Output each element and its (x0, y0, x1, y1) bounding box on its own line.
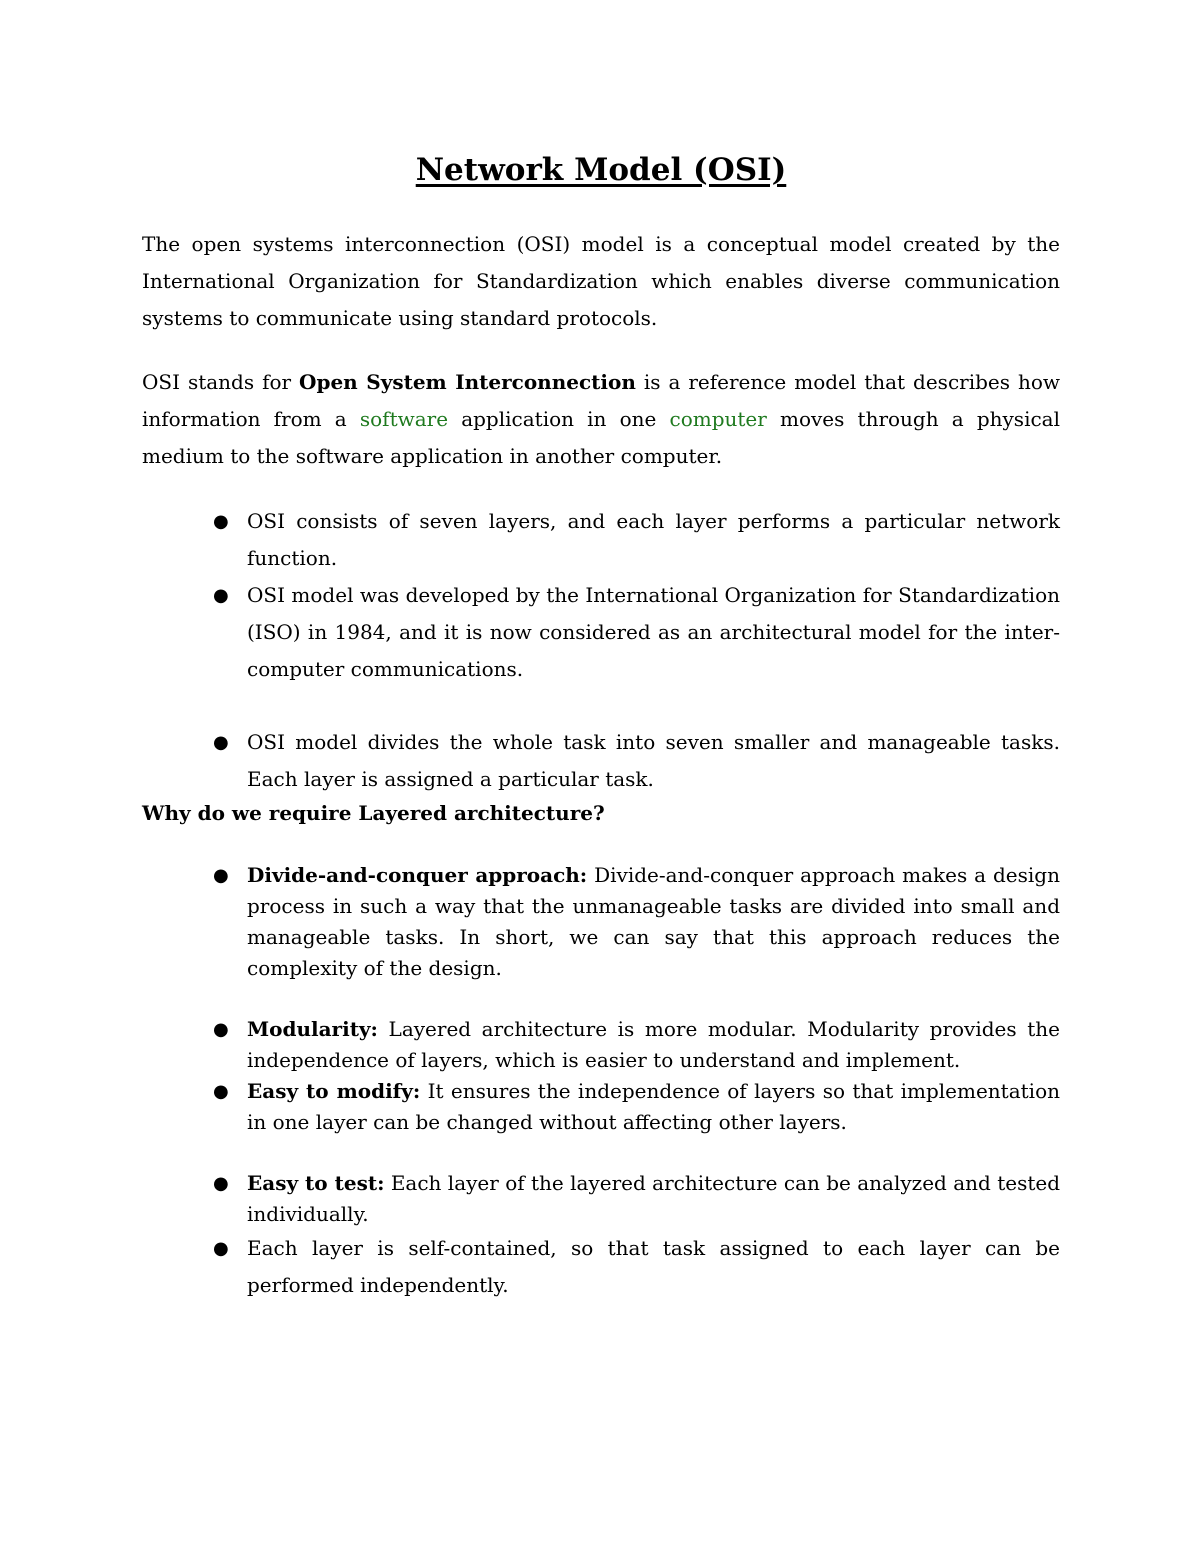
list-item (142, 1168, 1060, 1230)
list-item (142, 724, 1060, 798)
definition-middle-1: is a reference model that describes how information from a (142, 370, 1060, 431)
list-item-term: Divide-and-conquer approach: (247, 863, 588, 887)
bullet-icon: ● (213, 511, 229, 532)
definition-middle-2: application in one (448, 407, 670, 431)
layered-architecture-reasons-list (142, 860, 1060, 1304)
bullet-icon: ● (213, 865, 229, 886)
list-item-text: OSI model was developed by the International Organization for Standardization (ISO) in 1984, and it is now considered as an architectural model for the inter-computer communications. (247, 583, 1060, 681)
list-item-term: Modularity: (247, 1017, 378, 1041)
page-title: Network Model (OSI) (415, 152, 787, 188)
list-item-text: Each layer is self-contained, so that task assigned to each layer can be performed independently. (247, 1236, 1060, 1297)
list-item-text: It ensures the independence of layers so that implementation in one layer can be changed without affecting other layers. (247, 1079, 1060, 1134)
list-item-term: Easy to modify: (247, 1079, 421, 1103)
list-item (142, 860, 1060, 984)
bullet-icon: ● (213, 585, 229, 606)
definition-bold-term: Open System Interconnection (299, 370, 636, 394)
list-item-text: OSI model divides the whole task into seven smaller and manageable tasks. Each layer is assigned a particular task. (247, 730, 1060, 791)
list-item-text: Divide-and-conquer approach makes a design process in such a way that the unmanageable tasks are divided into small and manageable tasks. In short, we can say that this approach reduces the complexity of the design. (247, 863, 1060, 980)
list-item-text: OSI consists of seven layers, and each layer performs a particular network function. (247, 509, 1060, 570)
intro-paragraph: The open systems interconnection (OSI) model is a conceptual model created by the International Organization for Standardization which enables diverse communication systems to communicate using standard protocols. (142, 232, 1060, 330)
bullet-icon: ● (213, 1081, 229, 1102)
bullet-icon: ● (213, 1173, 229, 1194)
computer-link[interactable]: computer (669, 407, 767, 431)
osi-facts-list (142, 503, 1060, 798)
bullet-icon: ● (213, 1238, 229, 1259)
definition-suffix: moves through a physical medium to the software application in another computer. (142, 407, 1060, 468)
list-item-term: Easy to test: (247, 1171, 385, 1195)
software-link[interactable]: software (359, 407, 449, 431)
list-item (142, 577, 1060, 688)
section-heading: Why do we require Layered architecture? (142, 801, 605, 825)
definition-paragraph (142, 364, 1060, 475)
bullet-icon: ● (213, 732, 229, 753)
list-item-text: Each layer of the layered architecture can be analyzed and tested individually. (247, 1171, 1061, 1226)
bullet-icon: ● (213, 1019, 229, 1040)
list-item (142, 1014, 1060, 1076)
list-item-text: Layered architecture is more modular. Modularity provides the independence of layers, which is easier to understand and implement. (247, 1017, 1060, 1072)
list-item (142, 1076, 1060, 1138)
definition-prefix: OSI stands for (142, 370, 300, 394)
document-page (142, 150, 1060, 1304)
list-item (142, 503, 1060, 577)
list-item (142, 1230, 1060, 1304)
